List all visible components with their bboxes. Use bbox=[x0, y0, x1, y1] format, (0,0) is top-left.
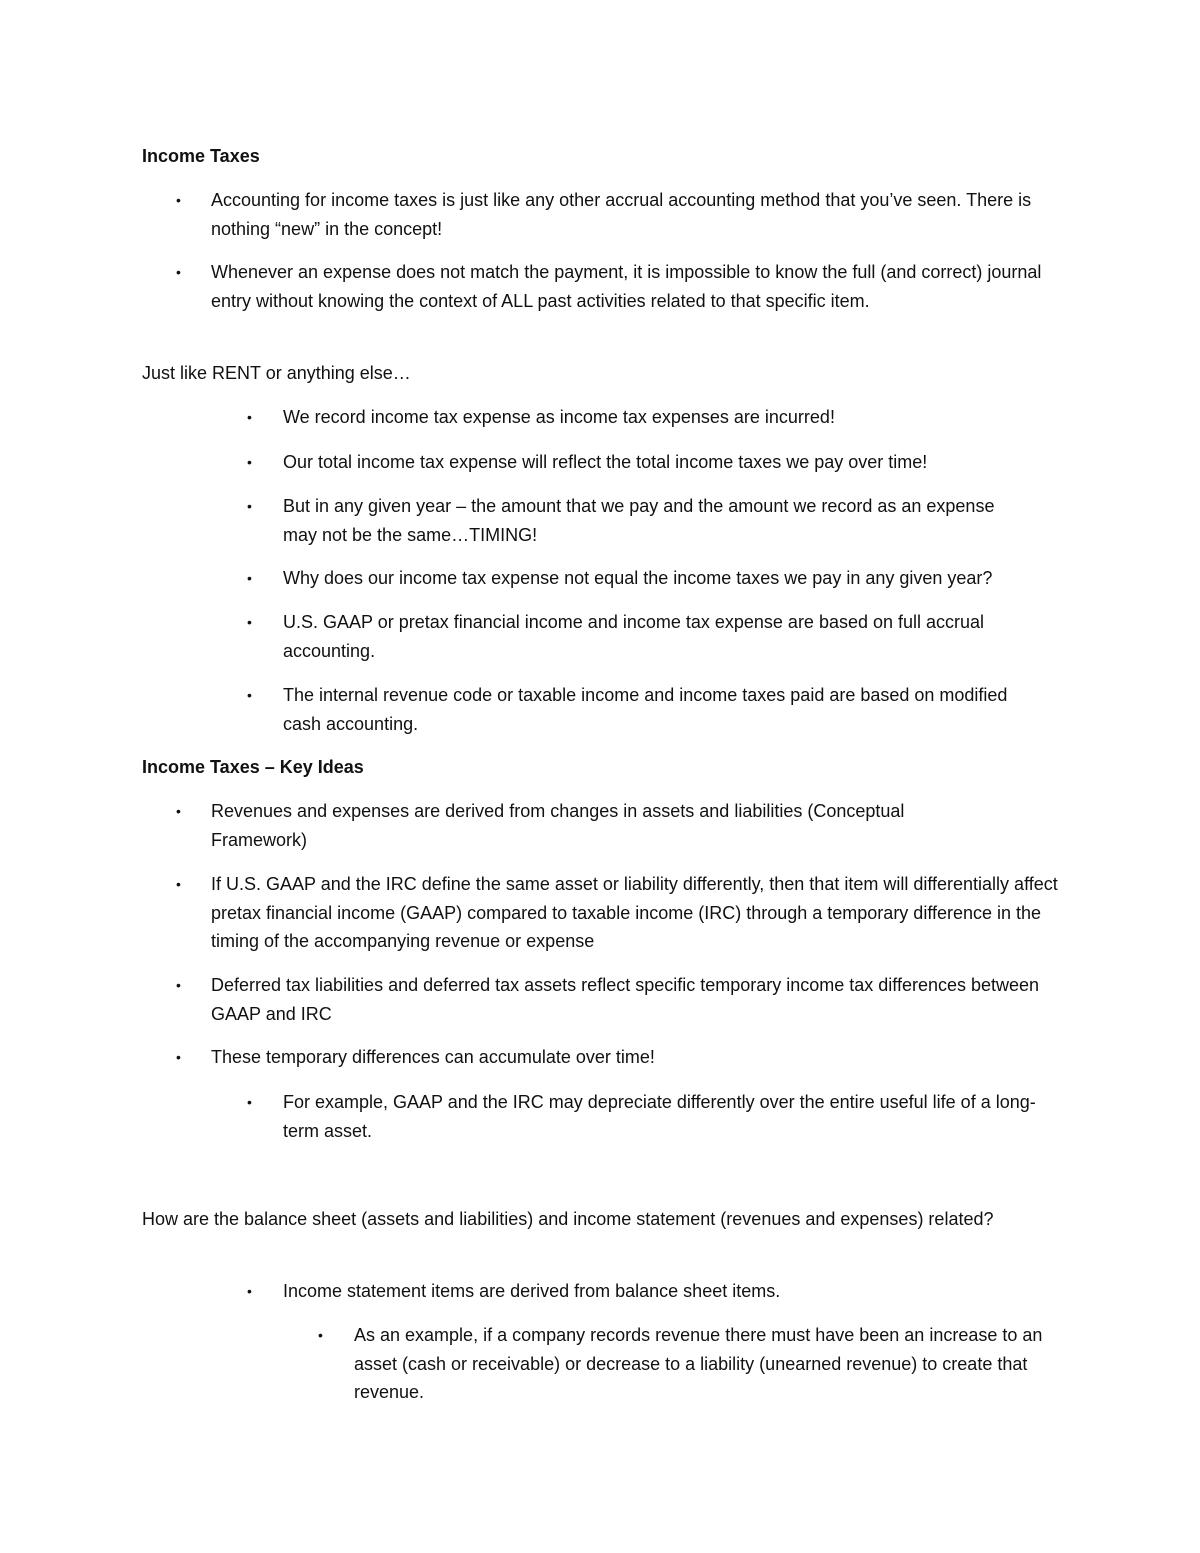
list-item: Whenever an expense does not match the payment, it is impossible to know the full (and correct) journal entry without knowing the context of ALL past activities related to that specific item. bbox=[211, 262, 1042, 311]
bullet-icon: • bbox=[247, 614, 252, 630]
question-paragraph: How are the balance sheet (assets and liabilities) and income statement (revenues and expenses) related? bbox=[142, 1209, 994, 1229]
bullet-icon: • bbox=[176, 264, 181, 280]
bullet-icon: • bbox=[176, 192, 181, 208]
bullet-icon: • bbox=[247, 498, 252, 514]
list-item: Deferred tax liabilities and deferred tax assets reflect specific temporary income tax differences between GAAP and IRC bbox=[211, 975, 1040, 1024]
bullet-icon: • bbox=[247, 454, 252, 470]
bullet-icon: • bbox=[318, 1327, 323, 1343]
list-item: Why does our income tax expense not equal the income taxes we pay in any given year? bbox=[283, 568, 993, 588]
bullet-icon: • bbox=[247, 687, 252, 703]
bullet-icon: • bbox=[247, 409, 252, 425]
bullet-icon: • bbox=[176, 803, 181, 819]
rent-intro-paragraph: Just like RENT or anything else… bbox=[142, 363, 411, 383]
bullet-icon: • bbox=[176, 876, 181, 892]
list-item: But in any given year – the amount that we pay and the amount we record as an expense may not be the same…TIMING! bbox=[283, 496, 995, 545]
list-item: Income statement items are derived from balance sheet items. bbox=[283, 1281, 781, 1301]
bullet-icon: • bbox=[247, 1094, 252, 1110]
list-item: The internal revenue code or taxable income and income taxes paid are based on modified cash accounting. bbox=[283, 685, 1008, 734]
list-item: Accounting for income taxes is just like any other accrual accounting method that you’ve seen. There is nothing “new” in the concept! bbox=[211, 190, 1032, 239]
section-heading-key-ideas: Income Taxes – Key Ideas bbox=[142, 757, 364, 777]
bullet-icon: • bbox=[247, 1283, 252, 1299]
bullet-icon: • bbox=[176, 977, 181, 993]
list-item: As an example, if a company records revenue there must have been an increase to an asset (cash or receivable) or decrease to a liability (unearned revenue) to create that revenue. bbox=[354, 1325, 1043, 1402]
list-item: U.S. GAAP or pretax financial income and income tax expense are based on full accrual accounting. bbox=[283, 612, 985, 661]
list-item: For example, GAAP and the IRC may depreciate differently over the entire useful life of a long-term asset. bbox=[283, 1092, 1036, 1141]
list-item: Revenues and expenses are derived from changes in assets and liabilities (Conceptual Framework) bbox=[211, 801, 905, 850]
bullet-icon: • bbox=[176, 1049, 181, 1065]
list-item: If U.S. GAAP and the IRC define the same asset or liability differently, then that item will differentially affect pretax financial income (GAAP) compared to taxable income (IRC) through a temporary difference in the timing of the accompanying revenue or expense bbox=[211, 874, 1058, 951]
list-item: These temporary differences can accumulate over time! bbox=[211, 1047, 655, 1067]
list-item: Our total income tax expense will reflect the total income taxes we pay over time! bbox=[283, 452, 928, 472]
section-heading-income-taxes: Income Taxes bbox=[142, 146, 260, 166]
list-item: We record income tax expense as income tax expenses are incurred! bbox=[283, 407, 835, 427]
bullet-icon: • bbox=[247, 570, 252, 586]
